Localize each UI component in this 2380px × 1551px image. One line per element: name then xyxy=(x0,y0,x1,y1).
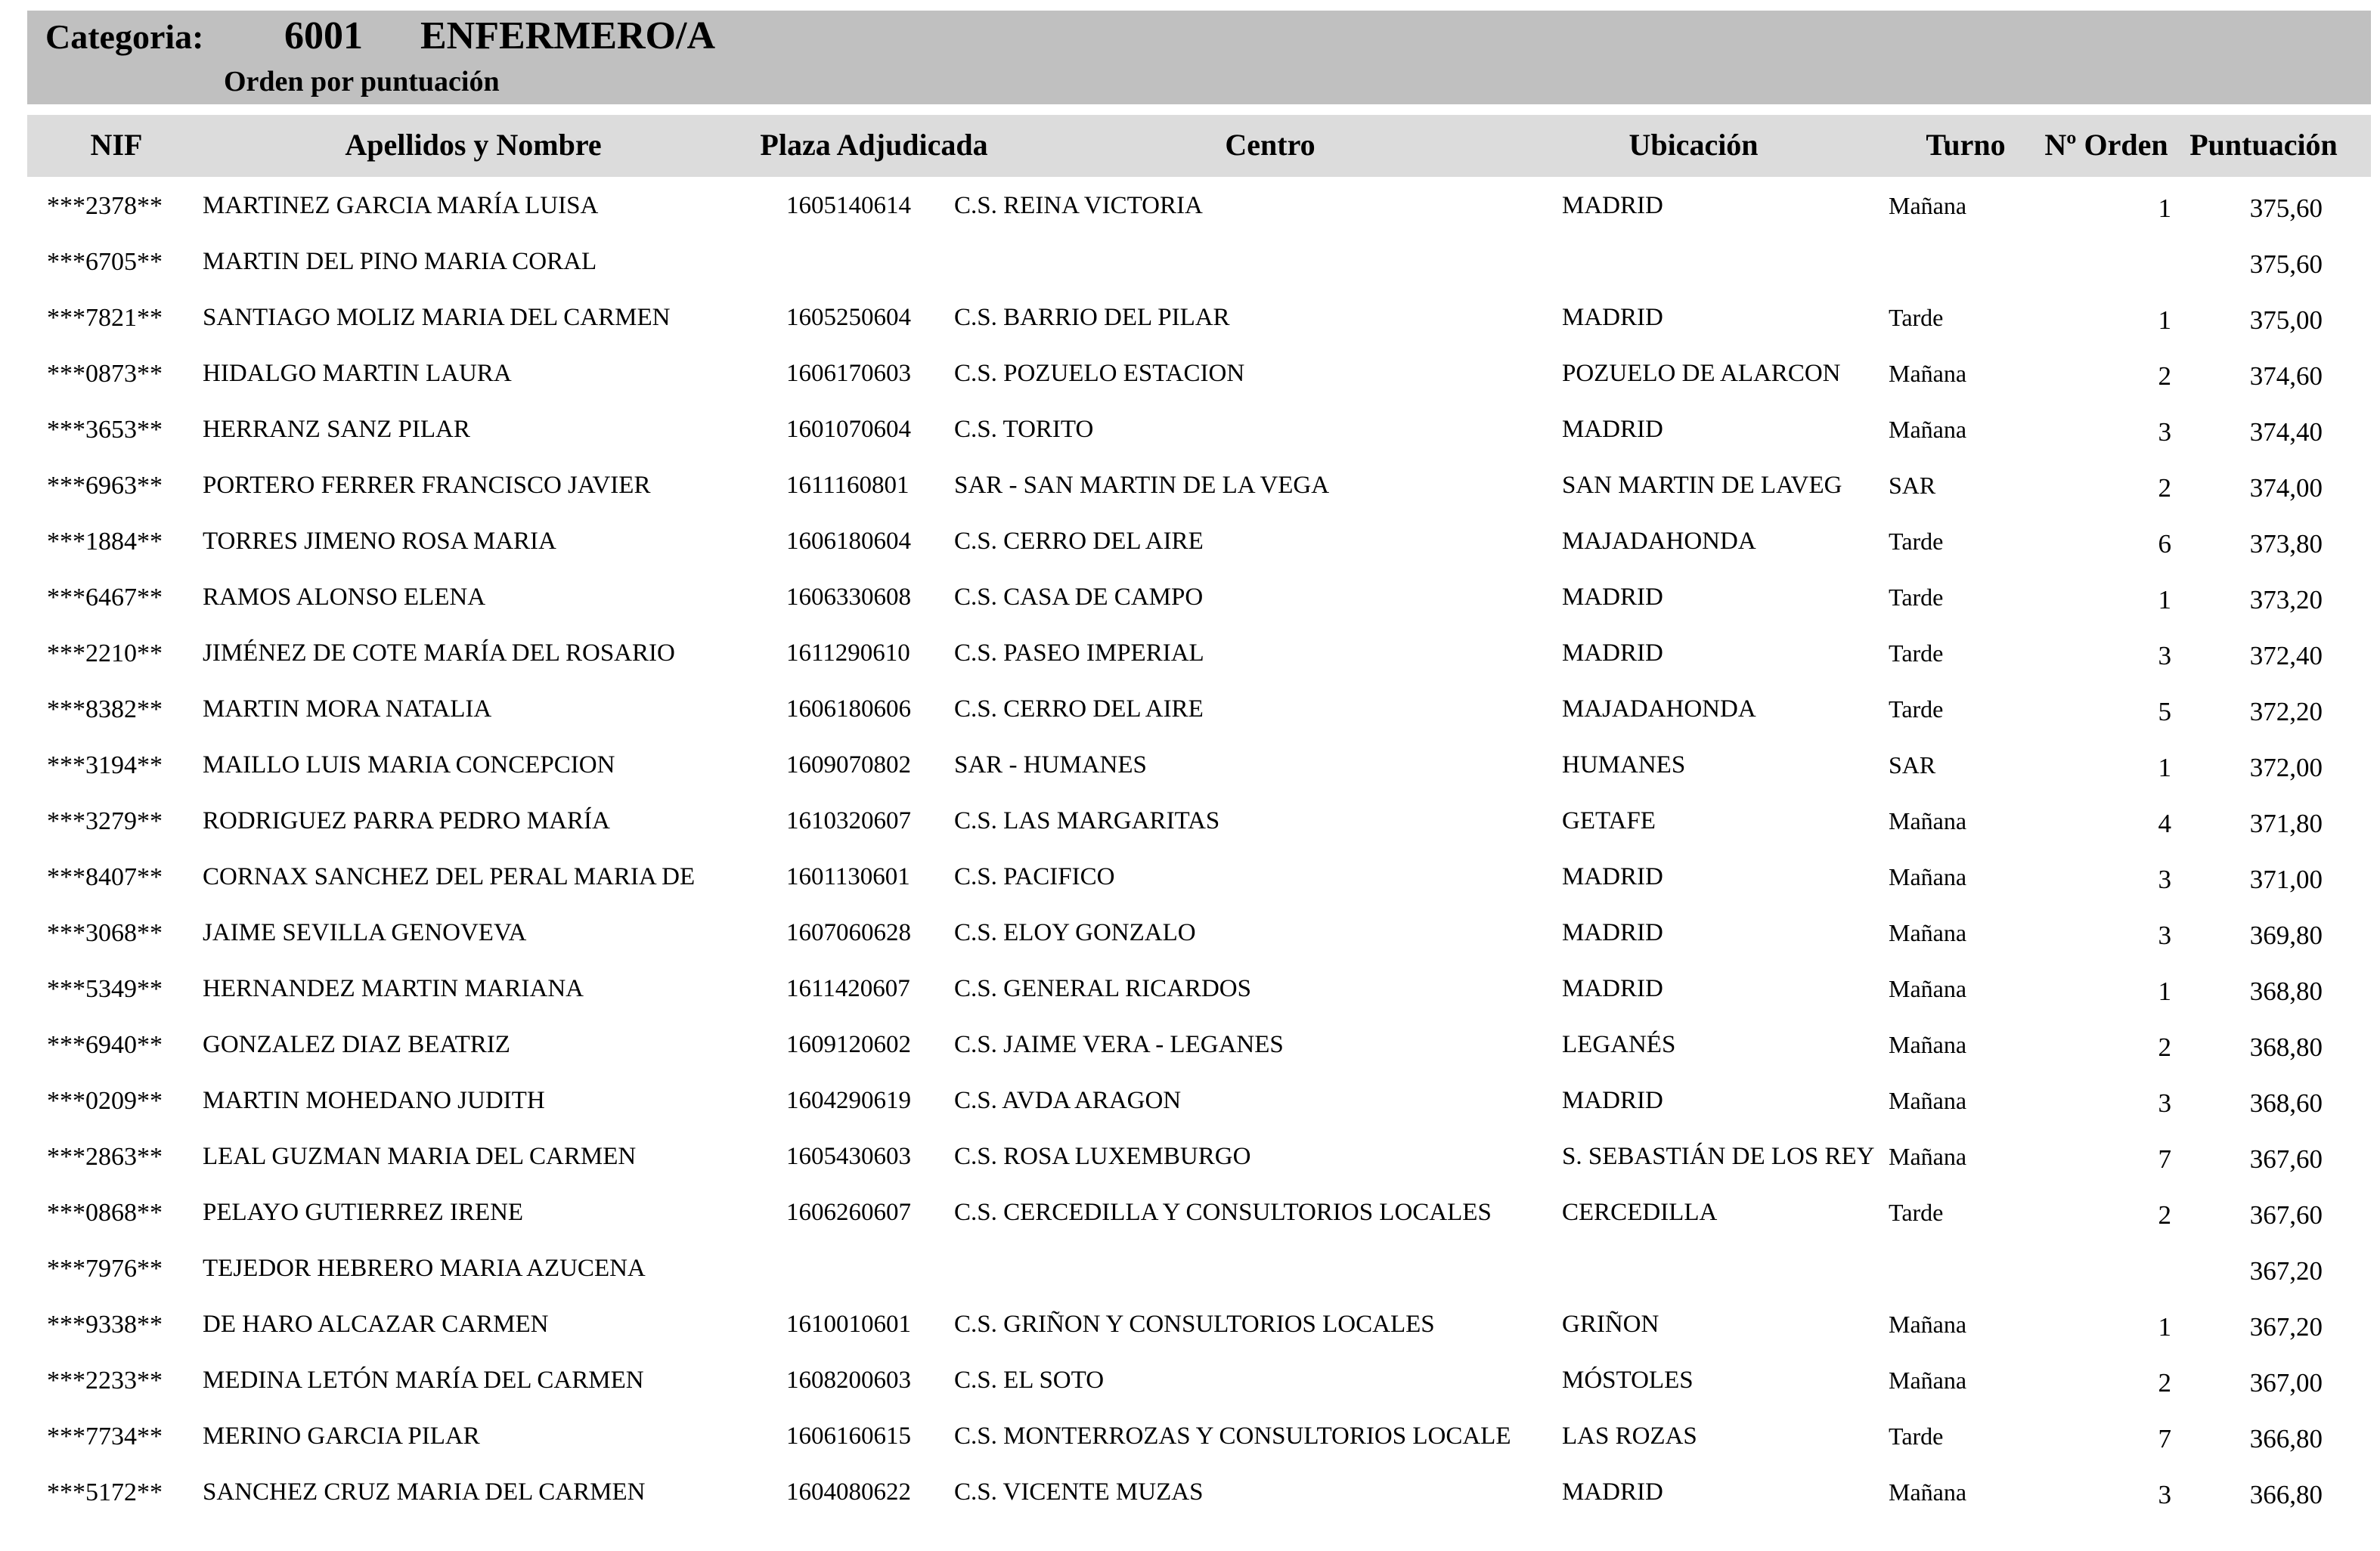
ubicacion-cell: MADRID xyxy=(1562,863,1663,890)
nif-cell: ***0209** xyxy=(47,1087,163,1115)
turno-cell: Tarde xyxy=(1889,304,1944,331)
puntuacion-cell: 375,00 xyxy=(2249,305,2323,335)
nif-cell: ***3194** xyxy=(47,751,163,779)
name-cell: CORNAX SANCHEZ DEL PERAL MARIA DE xyxy=(203,863,696,890)
table-row xyxy=(0,517,2380,573)
nif-cell: ***2378** xyxy=(47,192,163,220)
centro-cell: C.S. REINA VICTORIA xyxy=(954,192,1203,219)
plaza-cell: 1606170603 xyxy=(786,360,911,387)
orden-cell: 3 xyxy=(2158,417,2171,447)
column-header-name: Apellidos y Nombre xyxy=(345,128,602,162)
orden-cell: 2 xyxy=(2158,1200,2171,1230)
nif-cell: ***3068** xyxy=(47,919,163,947)
centro-cell: C.S. POZUELO ESTACION xyxy=(954,360,1245,387)
turno-cell: Mañana xyxy=(1889,807,1967,834)
puntuacion-cell: 374,00 xyxy=(2249,473,2323,503)
centro-cell: C.S. JAIME VERA - LEGANES xyxy=(954,1031,1284,1058)
column-header-turno: Turno xyxy=(1926,128,2006,162)
centro-cell: C.S. ELOY GONZALO xyxy=(954,919,1196,946)
table-row xyxy=(0,685,2380,741)
turno-cell: SAR xyxy=(1889,472,1936,499)
plaza-cell: 1601130601 xyxy=(786,863,910,890)
puntuacion-cell: 372,40 xyxy=(2249,641,2323,670)
turno-cell: Tarde xyxy=(1889,1423,1944,1450)
ubicacion-cell: MADRID xyxy=(1562,639,1663,667)
puntuacion-cell: 374,40 xyxy=(2249,417,2323,447)
turno-cell: Mañana xyxy=(1889,1087,1967,1114)
orden-cell: 1 xyxy=(2158,1312,2171,1342)
puntuacion-cell: 366,80 xyxy=(2249,1424,2323,1453)
ubicacion-cell: MADRID xyxy=(1562,584,1663,611)
name-cell: PORTERO FERRER FRANCISCO JAVIER xyxy=(203,472,651,499)
turno-cell: Tarde xyxy=(1889,695,1944,723)
nif-cell: ***6963** xyxy=(47,472,163,500)
ubicacion-cell: MADRID xyxy=(1562,975,1663,1002)
orden-cell: 3 xyxy=(2158,921,2171,950)
plaza-cell: 1606330608 xyxy=(786,584,911,611)
turno-cell: Mañana xyxy=(1889,1143,1967,1170)
ubicacion-cell: SAN MARTIN DE LAVEG xyxy=(1562,472,1842,499)
table-row xyxy=(0,853,2380,909)
centro-cell: C.S. CERRO DEL AIRE xyxy=(954,695,1204,723)
puntuacion-cell: 369,80 xyxy=(2249,921,2323,950)
centro-cell: C.S. GRIÑON Y CONSULTORIOS LOCALES xyxy=(954,1311,1435,1338)
name-cell: MERINO GARCIA PILAR xyxy=(203,1423,480,1450)
plaza-cell: 1605250604 xyxy=(786,304,911,331)
ubicacion-cell: S. SEBASTIÁN DE LOS REY xyxy=(1562,1143,1875,1170)
plaza-cell: 1606160615 xyxy=(786,1423,911,1450)
category-code: 6001 xyxy=(284,14,363,57)
table-row xyxy=(0,1412,2380,1468)
ubicacion-cell: MADRID xyxy=(1562,1478,1663,1506)
name-cell: TORRES JIMENO ROSA MARIA xyxy=(203,528,556,555)
ubicacion-cell: LAS ROZAS xyxy=(1562,1423,1697,1450)
name-cell: RAMOS ALONSO ELENA xyxy=(203,584,486,611)
name-cell: MEDINA LETÓN MARÍA DEL CARMEN xyxy=(203,1367,644,1394)
plaza-cell: 1611420607 xyxy=(786,975,910,1002)
name-cell: JAIME SEVILLA GENOVEVA xyxy=(203,919,527,946)
table-row xyxy=(0,797,2380,853)
puntuacion-cell: 374,60 xyxy=(2249,361,2323,391)
name-cell: SANTIAGO MOLIZ MARIA DEL CARMEN xyxy=(203,304,671,331)
plaza-cell: 1611290610 xyxy=(786,639,910,667)
turno-cell: Mañana xyxy=(1889,1478,1967,1506)
column-header-nif: NIF xyxy=(90,128,143,162)
nif-cell: ***6467** xyxy=(47,584,163,611)
turno-cell: Mañana xyxy=(1889,1031,1967,1058)
name-cell: MARTIN DEL PINO MARIA CORAL xyxy=(203,248,597,275)
puntuacion-cell: 372,00 xyxy=(2249,753,2323,782)
turno-cell: SAR xyxy=(1889,751,1936,779)
name-cell: SANCHEZ CRUZ MARIA DEL CARMEN xyxy=(203,1478,646,1506)
puntuacion-cell: 372,20 xyxy=(2249,697,2323,726)
puntuacion-cell: 375,60 xyxy=(2249,193,2323,223)
name-cell: MARTIN MOHEDANO JUDITH xyxy=(203,1087,545,1114)
column-header-ubicacion: Ubicación xyxy=(1629,128,1759,162)
ubicacion-cell: MÓSTOLES xyxy=(1562,1367,1694,1394)
centro-cell: SAR - SAN MARTIN DE LA VEGA xyxy=(954,472,1330,499)
name-cell: JIMÉNEZ DE COTE MARÍA DEL ROSARIO xyxy=(203,639,675,667)
table-row xyxy=(0,909,2380,964)
turno-cell: Mañana xyxy=(1889,416,1967,443)
table-row xyxy=(0,293,2380,349)
column-header-puntuacion: Puntuación xyxy=(2189,128,2338,162)
orden-cell: 2 xyxy=(2158,473,2171,503)
orden-cell: 1 xyxy=(2158,753,2171,782)
centro-cell: C.S. MONTERROZAS Y CONSULTORIOS LOCALE xyxy=(954,1423,1511,1450)
nif-cell: ***8382** xyxy=(47,695,163,723)
nif-cell: ***7734** xyxy=(47,1423,163,1450)
table-row xyxy=(0,964,2380,1020)
orden-cell: 6 xyxy=(2158,529,2171,559)
plaza-cell: 1605430603 xyxy=(786,1143,911,1170)
centro-cell: C.S. VICENTE MUZAS xyxy=(954,1478,1204,1506)
name-cell: PELAYO GUTIERREZ IRENE xyxy=(203,1199,524,1226)
table-row xyxy=(0,349,2380,405)
puntuacion-cell: 367,20 xyxy=(2249,1312,2323,1342)
table-row xyxy=(0,405,2380,461)
centro-cell: C.S. BARRIO DEL PILAR xyxy=(954,304,1230,331)
table-row xyxy=(0,1300,2380,1356)
puntuacion-cell: 367,20 xyxy=(2249,1256,2323,1286)
column-header-plaza: Plaza Adjudicada xyxy=(760,128,988,162)
orden-cell: 7 xyxy=(2158,1424,2171,1453)
ubicacion-cell: GRIÑON xyxy=(1562,1311,1659,1338)
puntuacion-cell: 367,00 xyxy=(2249,1368,2323,1398)
orden-cell: 1 xyxy=(2158,193,2171,223)
orden-cell: 7 xyxy=(2158,1144,2171,1174)
ubicacion-cell: MADRID xyxy=(1562,192,1663,219)
plaza-cell: 1610320607 xyxy=(786,807,911,834)
centro-cell: C.S. EL SOTO xyxy=(954,1367,1105,1394)
plaza-cell: 1606180606 xyxy=(786,695,911,723)
orden-cell: 3 xyxy=(2158,1480,2171,1509)
puntuacion-cell: 368,60 xyxy=(2249,1088,2323,1118)
nif-cell: ***5349** xyxy=(47,975,163,1003)
plaza-cell: 1607060628 xyxy=(786,919,911,946)
puntuacion-cell: 375,60 xyxy=(2249,249,2323,279)
puntuacion-cell: 373,20 xyxy=(2249,585,2323,615)
nif-cell: ***7976** xyxy=(47,1255,163,1283)
nif-cell: ***2210** xyxy=(47,639,163,667)
plaza-cell: 1605140614 xyxy=(786,192,911,219)
puntuacion-cell: 371,00 xyxy=(2249,865,2323,894)
plaza-cell: 1610010601 xyxy=(786,1311,911,1338)
name-cell: GONZALEZ DIAZ BEATRIZ xyxy=(203,1031,510,1058)
centro-cell: C.S. CERRO DEL AIRE xyxy=(954,528,1204,555)
orden-cell: 2 xyxy=(2158,1368,2171,1398)
category-label: Categoria: xyxy=(45,17,204,56)
nif-cell: ***0873** xyxy=(47,360,163,388)
turno-cell: Mañana xyxy=(1889,1367,1967,1394)
table-row xyxy=(0,181,2380,237)
centro-cell: C.S. CERCEDILLA Y CONSULTORIOS LOCALES xyxy=(954,1199,1492,1226)
puntuacion-cell: 371,80 xyxy=(2249,809,2323,838)
nif-cell: ***8407** xyxy=(47,863,163,891)
nif-cell: ***9338** xyxy=(47,1311,163,1339)
centro-cell: C.S. CASA DE CAMPO xyxy=(954,584,1204,611)
turno-cell: Mañana xyxy=(1889,919,1967,946)
table-row xyxy=(0,741,2380,797)
plaza-cell: 1606260607 xyxy=(786,1199,911,1226)
nif-cell: ***6940** xyxy=(47,1031,163,1059)
orden-cell: 4 xyxy=(2158,809,2171,838)
ubicacion-cell: MAJADAHONDA xyxy=(1562,528,1756,555)
name-cell: HERNANDEZ MARTIN MARIANA xyxy=(203,975,584,1002)
ubicacion-cell: MADRID xyxy=(1562,1087,1663,1114)
orden-cell: 1 xyxy=(2158,977,2171,1006)
column-header-centro: Centro xyxy=(1225,128,1316,162)
ubicacion-cell: MADRID xyxy=(1562,919,1663,946)
orden-cell: 5 xyxy=(2158,697,2171,726)
centro-cell: C.S. ROSA LUXEMBURGO xyxy=(954,1143,1251,1170)
table-row xyxy=(0,1356,2380,1412)
orden-cell: 2 xyxy=(2158,361,2171,391)
nif-cell: ***7821** xyxy=(47,304,163,332)
puntuacion-cell: 367,60 xyxy=(2249,1200,2323,1230)
nif-cell: ***3653** xyxy=(47,416,163,444)
table-row xyxy=(0,1076,2380,1132)
puntuacion-cell: 368,80 xyxy=(2249,977,2323,1006)
plaza-cell: 1606180604 xyxy=(786,528,911,555)
plaza-cell: 1611160801 xyxy=(786,472,910,499)
centro-cell: C.S. PACIFICO xyxy=(954,863,1115,890)
name-cell: DE HARO ALCAZAR CARMEN xyxy=(203,1311,549,1338)
puntuacion-cell: 366,80 xyxy=(2249,1480,2323,1509)
turno-cell: Mañana xyxy=(1889,1311,1967,1338)
ubicacion-cell: MADRID xyxy=(1562,416,1663,443)
nif-cell: ***1884** xyxy=(47,528,163,556)
orden-cell: 2 xyxy=(2158,1032,2171,1062)
table-row xyxy=(0,1020,2380,1076)
ubicacion-cell: GETAFE xyxy=(1562,807,1656,834)
plaza-cell: 1604080622 xyxy=(786,1478,911,1506)
turno-cell: Tarde xyxy=(1889,528,1944,555)
turno-cell: Mañana xyxy=(1889,360,1967,387)
orden-cell: 3 xyxy=(2158,641,2171,670)
nif-cell: ***5172** xyxy=(47,1478,163,1506)
ubicacion-cell: MADRID xyxy=(1562,304,1663,331)
ubicacion-cell: POZUELO DE ALARCON xyxy=(1562,360,1841,387)
puntuacion-cell: 368,80 xyxy=(2249,1032,2323,1062)
ubicacion-cell: HUMANES xyxy=(1562,751,1686,779)
column-header-orden: Nº Orden xyxy=(2044,128,2168,162)
turno-cell: Tarde xyxy=(1889,584,1944,611)
table-row xyxy=(0,1132,2380,1188)
plaza-cell: 1601070604 xyxy=(786,416,911,443)
centro-cell: C.S. PASEO IMPERIAL xyxy=(954,639,1204,667)
order-note: Orden por puntuación xyxy=(224,66,500,98)
nif-cell: ***2863** xyxy=(47,1143,163,1171)
orden-cell: 3 xyxy=(2158,1088,2171,1118)
table-row xyxy=(0,1244,2380,1300)
ubicacion-cell: MAJADAHONDA xyxy=(1562,695,1756,723)
plaza-cell: 1609070802 xyxy=(786,751,911,779)
category-name: ENFERMERO/A xyxy=(420,14,715,57)
name-cell: MAILLO LUIS MARIA CONCEPCION xyxy=(203,751,615,779)
table-row xyxy=(0,1188,2380,1244)
table-row xyxy=(0,237,2380,293)
turno-cell: Mañana xyxy=(1889,975,1967,1002)
puntuacion-cell: 373,80 xyxy=(2249,529,2323,559)
puntuacion-cell: 367,60 xyxy=(2249,1144,2323,1174)
turno-cell: Mañana xyxy=(1889,192,1967,219)
plaza-cell: 1608200603 xyxy=(786,1367,911,1394)
ubicacion-cell: CERCEDILLA xyxy=(1562,1199,1718,1226)
centro-cell: C.S. LAS MARGARITAS xyxy=(954,807,1220,834)
orden-cell: 3 xyxy=(2158,865,2171,894)
orden-cell: 1 xyxy=(2158,305,2171,335)
table-row xyxy=(0,461,2380,517)
name-cell: MARTIN MORA NATALIA xyxy=(203,695,492,723)
turno-cell: Tarde xyxy=(1889,1199,1944,1226)
name-cell: RODRIGUEZ PARRA PEDRO MARÍA xyxy=(203,807,610,834)
ubicacion-cell: LEGANÉS xyxy=(1562,1031,1676,1058)
nif-cell: ***6705** xyxy=(47,248,163,276)
nif-cell: ***3279** xyxy=(47,807,163,835)
nif-cell: ***2233** xyxy=(47,1367,163,1395)
name-cell: LEAL GUZMAN MARIA DEL CARMEN xyxy=(203,1143,637,1170)
table-row xyxy=(0,1468,2380,1524)
plaza-cell: 1604290619 xyxy=(786,1087,911,1114)
table-row xyxy=(0,573,2380,629)
results-table-body xyxy=(0,181,2380,1524)
name-cell: HIDALGO MARTIN LAURA xyxy=(203,360,512,387)
centro-cell: C.S. GENERAL RICARDOS xyxy=(954,975,1251,1002)
nif-cell: ***0868** xyxy=(47,1199,163,1227)
centro-cell: C.S. AVDA ARAGON xyxy=(954,1087,1182,1114)
orden-cell: 1 xyxy=(2158,585,2171,615)
table-row xyxy=(0,629,2380,685)
turno-cell: Tarde xyxy=(1889,639,1944,667)
name-cell: TEJEDOR HEBRERO MARIA AZUCENA xyxy=(203,1255,646,1282)
name-cell: MARTINEZ GARCIA MARÍA LUISA xyxy=(203,192,599,219)
plaza-cell: 1609120602 xyxy=(786,1031,911,1058)
centro-cell: SAR - HUMANES xyxy=(954,751,1147,779)
name-cell: HERRANZ SANZ PILAR xyxy=(203,416,470,443)
centro-cell: C.S. TORITO xyxy=(954,416,1094,443)
turno-cell: Mañana xyxy=(1889,863,1967,890)
